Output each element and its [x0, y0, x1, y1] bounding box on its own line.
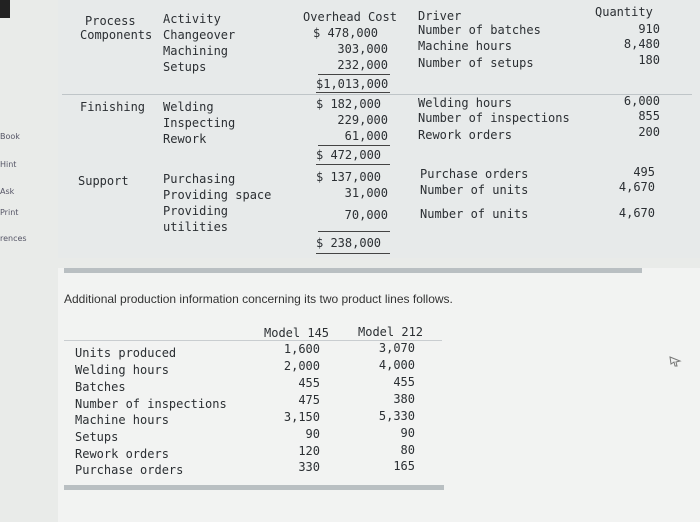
- mouse-cursor-icon: [668, 354, 682, 368]
- activity-setups: Setups: [163, 60, 207, 74]
- driver-purchase-orders: Purchase orders: [420, 167, 529, 181]
- driver-units-2: Number of units: [420, 207, 529, 221]
- driver-units: Number of units: [420, 183, 529, 197]
- header-model-212: Model 212: [358, 325, 424, 339]
- table-bottom-bar: [64, 268, 642, 273]
- cost-machining: 303,000: [337, 42, 388, 56]
- m212-rework: 80: [400, 443, 415, 457]
- m212-setups: 90: [400, 426, 415, 440]
- m212-purchase: 165: [393, 459, 415, 473]
- driver-welding-hours: Welding hours: [418, 96, 512, 110]
- subtotal-rule: [318, 231, 390, 232]
- total-rule: [316, 164, 390, 165]
- m145-batches: 455: [298, 376, 320, 390]
- m212-units: 3,070: [378, 341, 415, 355]
- header-quantity: Quantity: [595, 5, 653, 19]
- m145-setups: 90: [305, 427, 320, 441]
- total-finishing: $ 472,000: [316, 148, 382, 162]
- qty-setups: 180: [638, 53, 660, 67]
- process-components: Components: [80, 28, 153, 42]
- header-activity: Activity: [163, 12, 221, 26]
- qty-purchase-orders: 495: [633, 165, 655, 179]
- row-machine-label: Machine hours: [75, 413, 169, 427]
- cost-welding: $ 182,000: [316, 97, 382, 111]
- row-batches-label: Batches: [75, 380, 126, 394]
- activity-providing-space: Providing space: [163, 188, 272, 202]
- m145-rework: 120: [298, 444, 320, 458]
- driver-inspections: Number of inspections: [418, 111, 570, 125]
- qty-units: 4,670: [618, 180, 655, 194]
- row-inspections-label: Number of inspections: [75, 397, 227, 411]
- activity-utilities: utilities: [163, 220, 229, 234]
- row-welding-label: Welding hours: [75, 363, 169, 377]
- subtotal-rule: [318, 74, 390, 75]
- total-rule: [316, 253, 390, 254]
- row-purchase-label: Purchase orders: [75, 463, 184, 477]
- qty-inspections: 855: [638, 109, 660, 123]
- sidebar-item-book[interactable]: Book: [0, 132, 20, 141]
- window-edge: [0, 0, 10, 18]
- m145-units: 1,600: [283, 342, 320, 356]
- m145-machine: 3,150: [283, 410, 320, 424]
- sidebar-item-references[interactable]: rences: [0, 234, 27, 243]
- row-units-label: Units produced: [75, 346, 177, 360]
- activity-providing: Providing: [163, 204, 229, 218]
- cost-setups: 232,000: [337, 58, 388, 72]
- qty-batches: 910: [638, 22, 660, 36]
- total-components: $1,013,000: [316, 77, 389, 91]
- section-divider: [62, 94, 692, 95]
- activity-machining: Machining: [163, 44, 229, 58]
- qty-units-2: 4,670: [618, 206, 655, 220]
- m212-machine: 5,330: [378, 409, 415, 423]
- m145-purchase: 330: [298, 460, 320, 474]
- driver-batches: Number of batches: [418, 23, 541, 37]
- m145-inspections: 475: [298, 393, 320, 407]
- header-process: Process: [85, 14, 136, 28]
- activity-changeover: Changeover: [163, 28, 236, 42]
- m145-welding: 2,000: [283, 359, 320, 373]
- qty-welding-hours: 6,000: [623, 94, 660, 108]
- sidebar-item-print[interactable]: Print: [0, 208, 19, 217]
- activity-inspecting: Inspecting: [163, 116, 236, 130]
- sidebar-item-hint[interactable]: Hint: [0, 160, 17, 169]
- cost-utilities: 70,000: [344, 208, 388, 222]
- total-support: $ 238,000: [316, 236, 382, 250]
- m212-batches: 455: [393, 375, 415, 389]
- process-support: Support: [78, 174, 129, 188]
- driver-rework-orders: Rework orders: [418, 128, 512, 142]
- qty-rework-orders: 200: [638, 125, 660, 139]
- subtotal-rule: [318, 145, 390, 146]
- header-model-145: Model 145: [264, 326, 330, 340]
- row-setups-label: Setups: [75, 430, 119, 444]
- m212-inspections: 380: [393, 392, 415, 406]
- intro-text: Additional production information concerning its two product lines follows.: [64, 292, 453, 306]
- driver-machine-hours: Machine hours: [418, 39, 512, 53]
- cost-providing-space: 31,000: [344, 186, 388, 200]
- row-rework-label: Rework orders: [75, 447, 169, 461]
- cost-rework: 61,000: [344, 129, 388, 143]
- driver-setups: Number of setups: [418, 56, 534, 70]
- sidebar: [0, 60, 50, 260]
- activity-rework: Rework: [163, 132, 207, 146]
- m212-welding: 4,000: [378, 358, 415, 372]
- header-driver: Driver: [418, 9, 462, 23]
- product-table-bottom-bar: [64, 485, 444, 490]
- cost-inspecting: 229,000: [337, 113, 388, 127]
- header-overhead: Overhead Cost: [303, 10, 397, 24]
- activity-welding: Welding: [163, 100, 214, 114]
- process-finishing: Finishing: [80, 100, 146, 114]
- sidebar-item-ask[interactable]: Ask: [0, 187, 15, 196]
- activity-purchasing: Purchasing: [163, 172, 236, 186]
- total-rule: [316, 92, 390, 93]
- cost-purchasing: $ 137,000: [316, 170, 382, 184]
- qty-machine-hours: 8,480: [623, 37, 660, 51]
- cost-changeover: $ 478,000: [313, 26, 379, 40]
